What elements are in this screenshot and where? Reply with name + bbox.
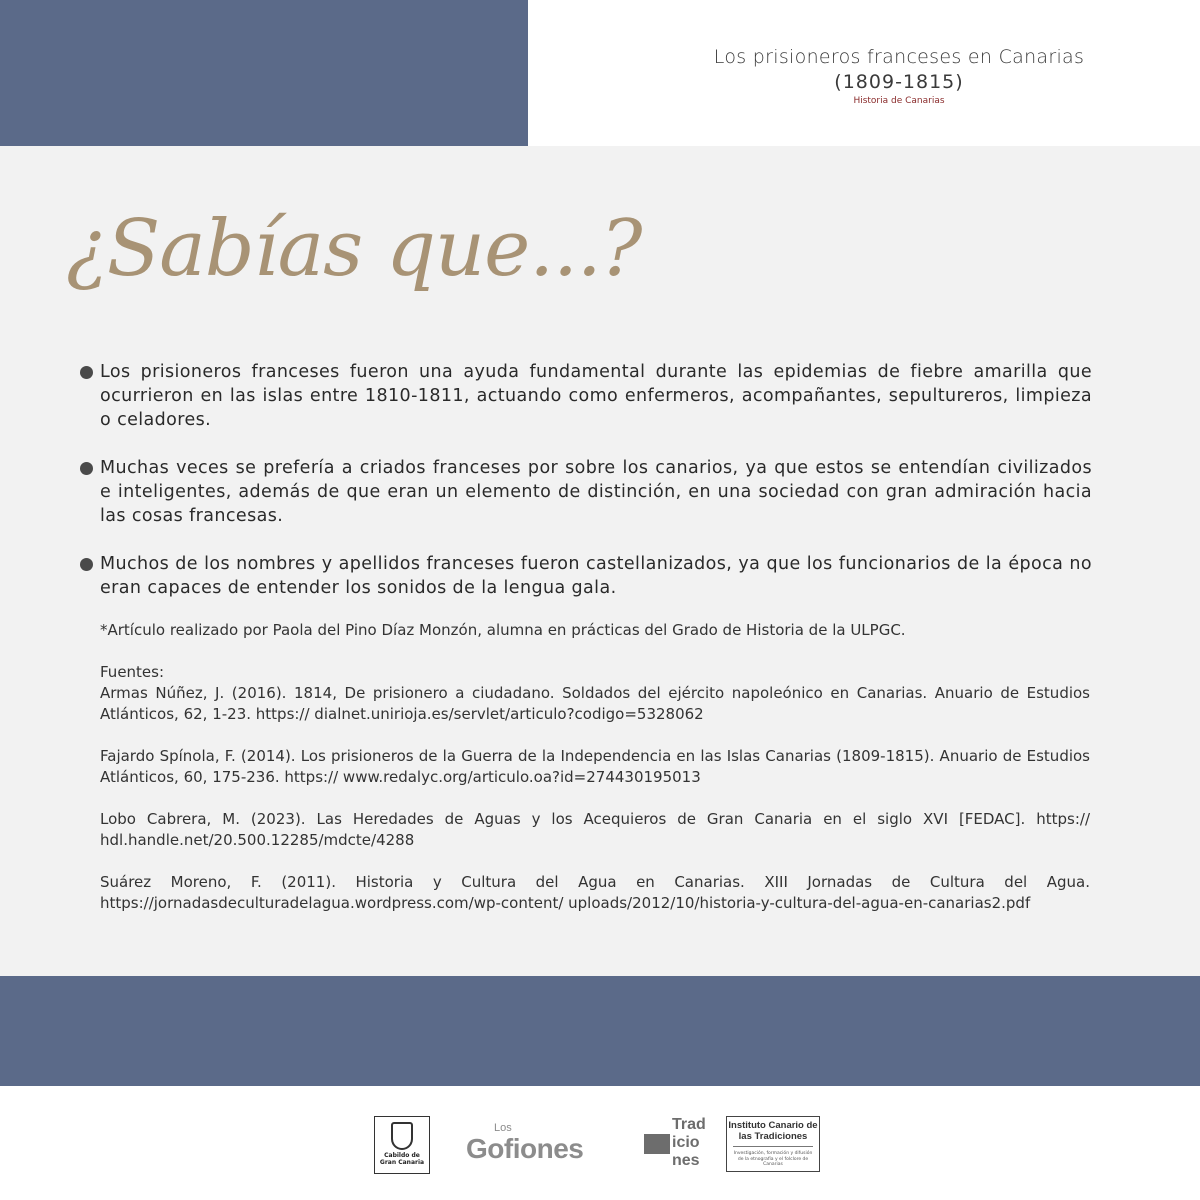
author-note: *Artículo realizado por Paola del Pino Díaz Monzón, alumna en prácticas del Grado de Historia de la ULPGC. xyxy=(100,621,906,639)
sources-label: Fuentes: xyxy=(100,663,165,681)
ict-divider xyxy=(733,1146,813,1147)
ict-logo-subtitle: Investigación, formación y difusión de la etnografía y el folclore de Canarias xyxy=(733,1151,813,1167)
tradiciones-logo xyxy=(644,1116,716,1172)
reference-item: Lobo Cabrera, M. (2023). Las Heredades de Aguas y los Acequieros de Gran Canaria en el siglo XVI [FEDAC]. https:// hdl.handle.net/20.500.12285/mdcte/4288 xyxy=(100,810,1090,849)
bullet-dot-icon xyxy=(80,462,93,475)
page-heading: ¿Sabías que...? xyxy=(66,204,642,294)
content-panel xyxy=(0,146,1200,976)
bullet-item xyxy=(76,456,1092,528)
header xyxy=(528,0,1200,146)
reference-item: Suárez Moreno, F. (2011). Historia y Cultura del Agua en Canarias. XIII Jornadas de Cultura del Agua. https://jornadasdeculturadelagua.wordpress.com/wp-content/ uploads/2012/10/historia-y-cultura-del-agua-en-canarias2.pdf xyxy=(100,873,1090,912)
ict-logo-title: Instituto Canario de las Tradiciones xyxy=(728,1120,818,1142)
logo-footer xyxy=(0,1086,1200,1200)
bottom-color-band xyxy=(0,976,1200,1086)
reference-item: Armas Núñez, J. (2016). 1814, De prisionero a ciudadano. Soldados del ejército napoleónico en Canarias. Anuario de Estudios Atlánticos, 62, 1-23. https:// dialnet.unirioja.es/servlet/articulo?codigo=5328062 xyxy=(100,684,1090,723)
bullet-dot-icon xyxy=(80,366,93,379)
bullet-text: Muchas veces se prefería a criados franceses por sobre los canarios, ya que estos se entendían civilizados e inteligentes, además de que eran un elemento de distinción, en una sociedad con gran admiración hacia las cosas francesas. xyxy=(100,458,1092,526)
bullet-item xyxy=(76,360,1092,432)
bullet-item xyxy=(76,552,1092,600)
bullet-dot-icon xyxy=(80,558,93,571)
crest-icon xyxy=(391,1122,413,1150)
gofiones-logo-main: Gofiones xyxy=(466,1133,584,1164)
cabildo-logo xyxy=(374,1116,430,1174)
tradiciones-square-icon xyxy=(644,1134,670,1154)
reference-item: Fajardo Spínola, F. (2014). Los prisioneros de la Guerra de la Independencia en las Islas Canarias (1809-1815). Anuario de Estudios Atlánticos, 60, 175-236. https:// www.redalyc.org/articulo.oa?id=274430195013 xyxy=(100,747,1090,786)
cabildo-logo-text: Cabildo de Gran Canaria xyxy=(379,1152,425,1166)
bullet-text: Los prisioneros franceses fueron una ayuda fundamental durante las epidemias de fiebre amarilla que ocurrieron en las islas entre 1810-1811, actuando como enfermeros, acompañantes, sepultureros, limpieza o celadores. xyxy=(100,362,1092,430)
gofiones-logo-small: Los xyxy=(494,1122,512,1134)
top-left-color-block xyxy=(0,0,528,146)
bullet-list xyxy=(76,360,1092,624)
ict-logo xyxy=(726,1116,820,1172)
tradiciones-logo-text: Trad icio nes xyxy=(672,1116,706,1169)
header-subtitle: Historia de Canarias xyxy=(853,96,945,106)
header-title: Los prisioneros franceses en Canarias xyxy=(713,46,1085,68)
gofiones-logo xyxy=(466,1122,616,1164)
header-years: (1809-1815) xyxy=(834,71,964,93)
bullet-text: Muchos de los nombres y apellidos franceses fueron castellanizados, ya que los funcionarios de la época no eran capaces de entender los sonidos de la lengua gala. xyxy=(100,554,1092,598)
credits-section xyxy=(100,620,1090,935)
